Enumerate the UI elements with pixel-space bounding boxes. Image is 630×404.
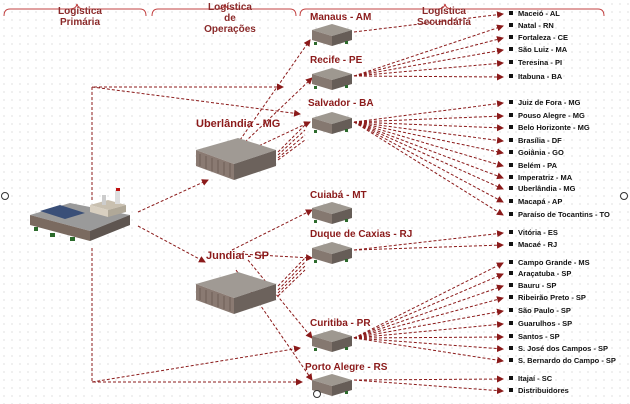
bullet-icon <box>509 163 513 167</box>
bullet-icon <box>509 334 513 338</box>
depot-warehouse-icon <box>312 240 352 266</box>
city-label-cuiaba: Cuiabá - MT <box>310 190 367 201</box>
destination-item <box>509 374 552 384</box>
depot-warehouse-icon <box>312 22 352 48</box>
destination-arrow <box>354 337 503 338</box>
destination-item <box>509 281 556 291</box>
depot-warehouse-icon <box>312 110 352 136</box>
header-primary-logistics: Logística Primária <box>58 6 102 28</box>
city-label-porto-alegre: Porto Alegre - RS <box>305 362 388 373</box>
bullet-icon <box>509 358 513 362</box>
bullet-icon <box>509 271 513 275</box>
destination-item <box>509 344 608 354</box>
destination-label: S. Bernardo do Campo - SP <box>518 356 616 365</box>
destination-label: São Luiz - MA <box>518 45 568 54</box>
hub-feed-line <box>278 135 305 158</box>
hub-label-jundiai: Jundiaí - SP <box>206 250 269 262</box>
destination-arrow <box>354 263 503 338</box>
header-secondary-logistics: Logística Secundária <box>417 6 471 28</box>
destination-arrow <box>354 286 503 338</box>
destination-arrow <box>354 50 503 76</box>
destination-item <box>509 9 560 19</box>
bullet-icon <box>509 138 513 142</box>
bullet-icon <box>509 346 513 350</box>
bullet-icon <box>509 23 513 27</box>
bullet-icon <box>509 260 513 264</box>
bullet-icon <box>509 283 513 287</box>
destination-item <box>509 136 562 146</box>
depot-warehouse-icon <box>312 66 352 92</box>
destination-arrow <box>354 76 503 77</box>
destination-item <box>509 111 585 121</box>
destination-label: Itabuna - BA <box>518 72 563 81</box>
bullet-icon <box>509 186 513 190</box>
destination-arrow <box>354 122 503 189</box>
city-label-salvador: Salvador - BA <box>308 98 374 109</box>
bullet-icon <box>509 212 513 216</box>
bullet-icon <box>509 100 513 104</box>
destination-item <box>509 173 572 183</box>
city-label-curitiba: Curitiba - PR <box>310 318 371 329</box>
destination-label: Bauru - SP <box>518 281 557 290</box>
bullet-icon <box>509 11 513 15</box>
destination-arrow <box>354 379 503 380</box>
bullet-icon <box>509 47 513 51</box>
destination-label: Imperatriz - MA <box>518 173 573 182</box>
depot-warehouse-icon <box>312 328 352 354</box>
destination-label: Macapá - AP <box>518 197 563 206</box>
destination-label: Ribeirão Preto - SP <box>518 293 586 302</box>
destination-label: Goiânia - GO <box>518 148 564 157</box>
bullet-icon <box>509 74 513 78</box>
bullet-icon <box>509 113 513 117</box>
destination-arrow <box>354 311 503 338</box>
destination-label: Guarulhos - SP <box>518 319 573 328</box>
destination-item <box>509 184 576 194</box>
destination-label: Uberlândia - MG <box>518 184 576 193</box>
destination-label: Araçatuba - SP <box>518 269 572 278</box>
destination-item <box>509 269 571 279</box>
bullet-icon <box>509 308 513 312</box>
destination-label: Teresina - PI <box>518 58 563 67</box>
bullet-icon <box>509 376 513 380</box>
destination-item <box>509 98 581 108</box>
destination-arrow <box>354 63 503 76</box>
bullet-icon <box>509 242 513 246</box>
destination-arrow <box>354 274 503 338</box>
operations-arrows <box>232 40 312 380</box>
bullet-icon <box>509 295 513 299</box>
bullet-icon <box>509 175 513 179</box>
destination-item <box>509 33 568 43</box>
destination-arrow <box>354 122 503 202</box>
destination-item <box>509 45 567 55</box>
selection-handle-left[interactable] <box>1 192 9 200</box>
bullet-icon <box>509 199 513 203</box>
destination-label: Macaé - RJ <box>518 240 558 249</box>
selection-handle-bottom[interactable] <box>313 390 321 398</box>
warehouse-uberlandia <box>196 136 276 184</box>
city-label-recife: Recife - PE <box>310 55 363 66</box>
destination-arrow <box>354 38 503 76</box>
hub-feed-line <box>278 140 305 160</box>
destination-label: Natal - RN <box>518 21 554 30</box>
destination-label: Belém - PA <box>518 161 558 170</box>
destination-label: Brasília - DF <box>518 136 562 145</box>
destination-item <box>509 21 554 31</box>
destination-arrow <box>354 338 503 349</box>
destination-item <box>509 332 560 342</box>
destination-item <box>509 240 557 250</box>
bullet-icon <box>509 60 513 64</box>
destination-arrow <box>354 103 503 122</box>
city-label-duque-de-caxias: Duque de Caxias - RJ <box>310 229 413 240</box>
bullet-icon <box>509 125 513 129</box>
selection-handle-right[interactable] <box>620 192 628 200</box>
destination-arrow <box>354 26 503 76</box>
city-label-manaus: Manaus - AM <box>310 12 372 23</box>
destination-item <box>509 306 571 316</box>
destination-item <box>509 148 564 158</box>
destination-item <box>509 386 569 396</box>
destination-item <box>509 258 590 268</box>
destination-arrow <box>354 122 503 141</box>
destination-item <box>509 356 616 366</box>
destination-item <box>509 319 572 329</box>
destination-item <box>509 58 562 68</box>
destination-label: Santos - SP <box>518 332 560 341</box>
destination-label: Juiz de Fora - MG <box>518 98 581 107</box>
hub-label-uberlandia: Uberlândia - MG <box>196 118 281 130</box>
destination-label: Maceió - AL <box>518 9 560 18</box>
destination-item <box>509 123 590 133</box>
hub-feed-line <box>278 262 305 290</box>
bullet-icon <box>509 388 513 392</box>
destination-arrow <box>354 324 503 338</box>
bullet-icon <box>509 150 513 154</box>
destination-item <box>509 293 586 303</box>
bullet-icon <box>509 230 513 234</box>
destination-label: Distribuidores <box>518 386 569 395</box>
destination-item <box>509 72 562 82</box>
destination-label: Pouso Alegre - MG <box>518 111 585 120</box>
destination-label: Vitória - ES <box>518 228 558 237</box>
factory-illustration <box>30 185 140 247</box>
destination-label: Itajaí - SC <box>518 374 553 383</box>
destination-arrow <box>354 338 503 361</box>
bullet-icon <box>509 35 513 39</box>
warehouse-jundiai <box>196 270 276 318</box>
destination-item <box>509 197 562 207</box>
hub-feed-line <box>278 258 305 286</box>
hub-feed-line <box>278 130 305 155</box>
destination-arrow <box>354 122 503 215</box>
destination-arrow <box>354 122 503 178</box>
destination-arrow <box>354 122 503 166</box>
header-operations-logistics: Logística de Operações <box>204 2 256 35</box>
hub-feed-line <box>278 270 305 296</box>
destination-item <box>509 228 558 238</box>
bullet-icon <box>509 321 513 325</box>
destination-label: Paraíso de Tocantins - TO <box>518 210 610 219</box>
destination-label: Fortaleza - CE <box>518 33 569 42</box>
destination-item <box>509 161 557 171</box>
destination-label: Campo Grande - MS <box>518 258 590 267</box>
destination-label: São Paulo - SP <box>518 306 571 315</box>
destination-arrow <box>354 380 503 391</box>
destination-item <box>509 210 610 220</box>
destination-arrow <box>354 298 503 338</box>
hub-feed-line <box>278 266 305 293</box>
destination-label: Belo Horizonte - MG <box>518 123 590 132</box>
depot-warehouse-icon <box>312 200 352 226</box>
destination-label: S. José dos Campos - SP <box>518 344 609 353</box>
